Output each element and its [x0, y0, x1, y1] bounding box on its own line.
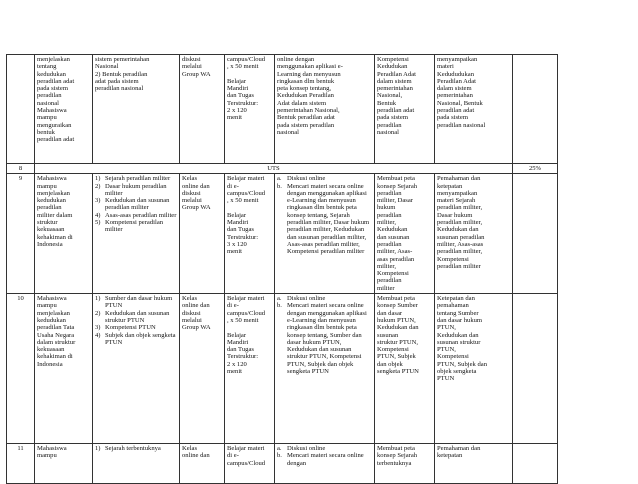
list-text: Sumber dan dasar hukum PTUN — [105, 295, 173, 310]
weight-cell — [513, 294, 558, 444]
assessment_form-cell-line: struktur PTUN, — [377, 338, 419, 346]
activity-cell-line: ringkasan dlm bentuk — [277, 77, 335, 85]
list-marker: 1) — [95, 295, 101, 303]
material-cell-item — [95, 219, 177, 234]
criteria-cell-line: PTUN, — [437, 346, 456, 354]
list-text: Diskusi online — [287, 295, 326, 303]
material-cell-item — [95, 183, 177, 198]
indicator-cell-line: mampu — [37, 302, 57, 310]
list-text: Sejarah peradilan militer — [105, 175, 171, 183]
activity-cell — [275, 174, 375, 294]
method-cell — [180, 294, 225, 444]
list-text: Sejarah terbentuknya — [105, 445, 161, 453]
material-cell-line: Nasional — [95, 63, 119, 71]
activity-cell-line: menggunakan aplikasi e- — [277, 63, 343, 71]
assessment_form-cell-line: Nasional, — [377, 92, 403, 100]
criteria-cell-line: dan dasar hukum — [437, 316, 483, 324]
criteria-cell-line: Peradilan Adat — [437, 77, 477, 85]
time-cell-line — [227, 204, 272, 211]
indicator-cell-line: Mahasiswa — [37, 445, 67, 453]
criteria-cell — [435, 294, 513, 444]
assessment_form-cell-line: terbentuknya — [377, 459, 412, 467]
assessment_form-cell-line: PTUN, Subjek — [377, 353, 416, 361]
list-marker: a. — [277, 295, 282, 303]
list-text: Dasar hukum peradilan militer — [105, 182, 167, 197]
time-cell-line: Mandiri — [227, 219, 249, 227]
assessment_form-cell-line: peradilan — [377, 277, 402, 285]
assessment_form-cell-line: dalam sistem — [377, 77, 412, 85]
criteria-cell-line: Nasional, Bentuk — [437, 99, 483, 107]
indicator-cell-line: peradilan — [37, 92, 62, 100]
method-cell-line: Group WA — [182, 204, 211, 212]
criteria-cell-line: PTUN, — [437, 324, 456, 332]
assessment_form-cell-line: konsep Sejarah — [377, 452, 418, 460]
criteria-cell-line: PTUN, Subjek dan — [437, 360, 488, 368]
list-text: Asas-asas peradilan militer — [105, 211, 177, 219]
activity-cell-item — [277, 452, 372, 467]
criteria-cell-line: PTUN — [437, 375, 455, 383]
assessment_form-cell-line: Kompetensi — [377, 270, 409, 278]
time-cell-line: 2 x 120 — [227, 360, 247, 368]
time-cell-line: Terstruktur: — [227, 99, 259, 107]
method-cell — [180, 444, 225, 484]
assessment_form-cell-line: pada sistem — [377, 114, 408, 122]
criteria-cell-line: ketepatan — [437, 182, 463, 190]
activity-cell — [275, 444, 375, 484]
time-cell-line: di e- — [227, 452, 239, 460]
assessment_form-cell — [375, 444, 435, 484]
indicator-cell-line: peradilan adat — [37, 136, 75, 144]
time-cell-line: Belajar — [227, 77, 247, 85]
indicator-cell-line: Mahasiswa — [37, 107, 67, 115]
time-cell — [225, 444, 275, 484]
indicator-cell-line: peradilan Tata — [37, 324, 75, 332]
criteria-cell-line: peradilan militer — [437, 262, 481, 270]
criteria-cell-line: peradilan militer, — [437, 248, 483, 256]
indicator-cell-line: kedudukan — [37, 316, 66, 324]
assessment_form-cell-line: dan susunan — [377, 233, 410, 241]
assessment_form-cell-line: Membuat peta — [377, 175, 415, 183]
list-marker: b. — [277, 302, 282, 310]
method-cell-line: Group WA — [182, 70, 211, 78]
assessment_form-cell-line: peradilan — [377, 121, 402, 129]
indicator-cell-line: tentang — [37, 63, 57, 71]
activity-cell-line: Kedudukan Peradilan — [277, 92, 334, 100]
indicator-cell-line: menguraikan — [37, 121, 72, 129]
list-marker: 1) — [95, 175, 101, 183]
time-cell-line — [227, 71, 272, 78]
assessment_form-cell-line: Kompetensi — [377, 56, 409, 63]
time-cell — [225, 55, 275, 164]
time-cell-line: Belajar materi — [227, 175, 265, 183]
assessment_form-cell-line: konsep Sejarah — [377, 182, 418, 190]
activity-cell-line: Learning dan menyusun — [277, 70, 341, 78]
assessment_form-cell-line: peradilan — [377, 240, 402, 248]
week-number: 11 — [7, 444, 35, 484]
method-cell-line: Kelas — [182, 445, 198, 453]
method-cell-line: melalui — [182, 63, 202, 71]
table-row — [7, 55, 558, 164]
assessment_form-cell-line: hukum — [377, 204, 396, 212]
criteria-cell-line: peradilan militer, — [437, 204, 483, 212]
assessment_form-cell-line: Bentuk — [377, 99, 397, 107]
indicator-cell-line: kedudukan — [37, 70, 66, 78]
time-cell-line: Mandiri — [227, 85, 249, 93]
material-cell-line: adat pada sistem — [95, 77, 139, 85]
indicator-cell-line: menjelaskan — [37, 189, 70, 197]
indicator-cell-line: kehakiman di — [37, 233, 73, 241]
assessment_form-cell-line: peradilan — [377, 211, 402, 219]
indicator-cell — [35, 174, 93, 294]
criteria-cell-line: Pemahaman dan — [437, 175, 481, 183]
method-cell — [180, 55, 225, 164]
table-row — [7, 164, 558, 174]
criteria-cell-line: susunan struktur — [437, 338, 481, 346]
indicator-cell-line: menjelaskan — [37, 56, 70, 63]
indicator-cell-line: struktur — [37, 219, 58, 227]
time-cell-line: dan Tugas — [227, 346, 254, 354]
criteria-cell-line: peradilan adat — [437, 107, 475, 115]
indicator-cell-line: pada sistem — [37, 85, 68, 93]
material-cell-line: sistem pemerintahan — [95, 56, 150, 63]
table-row — [7, 174, 558, 294]
activity-cell — [275, 55, 375, 164]
assessment_form-cell-line: peradilan — [377, 189, 402, 197]
activity-cell-item — [277, 302, 372, 375]
time-cell-line: campus/Cloud — [227, 459, 266, 467]
material-cell-item — [95, 175, 177, 182]
method-cell-line: Kelas — [182, 175, 198, 183]
assessment_form-cell-line: Membuat peta — [377, 445, 415, 453]
indicator-cell-line: bentuk — [37, 128, 55, 136]
assessment_form-cell-line: militer, — [377, 219, 396, 227]
activity-cell-line: pemerintahan Nasional, — [277, 107, 340, 115]
list-marker: 1) — [95, 445, 101, 453]
list-marker: 5) — [95, 219, 101, 227]
assessment_form-cell-line: peradilan adat — [377, 107, 415, 115]
indicator-cell-line: Usaha Negara — [37, 331, 75, 339]
assessment_form-cell-line: hukum PTUN, — [377, 316, 416, 324]
criteria-cell-line: Pemahaman dan — [437, 445, 481, 453]
assessment_form-cell — [375, 294, 435, 444]
activity-cell-line: Bentuk peradilan adat — [277, 114, 335, 122]
assessment_form-cell-line: militer — [377, 284, 395, 292]
indicator-cell-line: dalam struktur — [37, 338, 76, 346]
assessment_form-cell-line: militer, — [377, 262, 396, 270]
method-cell-line: Group WA — [182, 324, 211, 332]
time-cell-line: Belajar materi — [227, 295, 265, 303]
list-text: Kompetensi PTUN — [105, 324, 156, 332]
method-cell-line: Kelas — [182, 295, 198, 303]
assessment_form-cell-line: dan dasar — [377, 309, 403, 317]
indicator-cell-line: kedudukan — [37, 197, 66, 205]
assessment_form-cell-line: Kedudukan dan — [377, 324, 419, 332]
assessment_form-cell-line: nasional — [377, 128, 399, 136]
material-cell-item — [95, 212, 177, 219]
list-marker: b. — [277, 452, 282, 460]
time-cell-line: Belajar materi — [227, 445, 265, 453]
time-cell-line: Mandiri — [227, 338, 249, 346]
assessment_form-cell-line: asas peradilan — [377, 255, 415, 263]
list-marker: a. — [277, 175, 282, 183]
list-text: Diskusi online — [287, 445, 326, 453]
criteria-cell-line: ketepatan — [437, 452, 463, 460]
indicator-cell-line: Mahasiswa — [37, 295, 67, 303]
criteria-cell-line: menyampaikan — [437, 189, 478, 197]
criteria-cell-line: peradilan nasional — [437, 121, 486, 129]
time-cell-line: 2 x 120 — [227, 107, 247, 115]
activity-cell-line: nasional — [277, 128, 299, 136]
material-cell-item — [95, 332, 177, 347]
material-cell — [93, 294, 180, 444]
table-row — [7, 294, 558, 444]
activity-cell-item — [277, 183, 372, 256]
criteria-cell — [435, 444, 513, 484]
list-text: Subjek dan objek sengketa PTUN — [105, 331, 176, 346]
method-cell-line: online dan — [182, 452, 210, 460]
indicator-cell-line: mampu — [37, 114, 57, 122]
indicator-cell-line: kehakiman di — [37, 353, 73, 361]
criteria-cell-line: susunan peradilan — [437, 233, 485, 241]
time-cell-line: , x 50 menit — [227, 63, 259, 71]
week-number — [7, 55, 35, 164]
indicator-cell-line: militer dalam — [37, 211, 73, 219]
criteria-cell-line: Ketepatan dan — [437, 295, 475, 303]
assessment_form-cell-line: militer, Dasar — [377, 197, 413, 205]
time-cell-line: campus/Cloud — [227, 309, 266, 317]
time-cell-line: dan Tugas — [227, 226, 254, 234]
criteria-cell-line: tentang Sumber — [437, 309, 479, 317]
assessment_form-cell-line: susunan — [377, 331, 399, 339]
criteria-cell-line: materi Sejarah — [437, 197, 476, 205]
list-text: Kompetensi peradilan militer — [105, 219, 164, 234]
assessment_form-cell — [375, 174, 435, 294]
assessment_form-cell-line: dan objek — [377, 360, 403, 368]
time-cell-line: , x 50 menit — [227, 316, 259, 324]
time-cell — [225, 174, 275, 294]
list-text: Kedudukan dan susunan struktur PTUN — [105, 309, 170, 324]
indicator-cell-line: kekuasaan — [37, 346, 65, 354]
criteria-cell-line: Kompetensi — [437, 255, 469, 263]
indicator-cell-line: peradilan adat — [37, 77, 75, 85]
method-cell — [180, 174, 225, 294]
list-marker: a. — [277, 445, 282, 453]
time-cell-line: menit — [227, 368, 243, 376]
assessment_form-cell-line: Peradilan Adat — [377, 70, 417, 78]
assessment_form-cell-line: sengketa PTUN — [377, 368, 419, 376]
indicator-cell-line: mampu — [37, 452, 57, 460]
material-cell-item — [95, 445, 177, 452]
indicator-cell — [35, 294, 93, 444]
criteria-cell — [435, 174, 513, 294]
uts-cell: UTS — [35, 164, 513, 174]
activity-cell-line: peta konsep tentang, — [277, 85, 332, 93]
list-marker: 3) — [95, 197, 101, 205]
indicator-cell — [35, 55, 93, 164]
activity-cell-line: Adat dalam sistem — [277, 99, 327, 107]
assessment_form-cell-line: pemerintahan — [377, 85, 413, 93]
criteria-cell-line: materi — [437, 63, 454, 71]
criteria-cell-line: menyampaikan — [437, 56, 478, 63]
criteria-cell-line: peradilan militer, — [437, 219, 483, 227]
criteria-cell-line: dalam sistem — [437, 85, 472, 93]
weight-cell: 25% — [513, 164, 558, 174]
time-cell — [225, 294, 275, 444]
time-cell-line: di e- — [227, 182, 239, 190]
material-cell-line: peradilan nasional — [95, 85, 144, 93]
assessment_form-cell-line: Kedudukan — [377, 226, 408, 234]
indicator-cell-line: nasional — [37, 99, 59, 107]
time-cell-line: Terstruktur: — [227, 353, 259, 361]
weight-cell — [513, 55, 558, 164]
assessment_form-cell-line: Kompetensi — [377, 346, 409, 354]
time-cell-line: Belajar — [227, 331, 247, 339]
activity-cell-item — [277, 295, 372, 302]
material-cell — [93, 174, 180, 294]
activity-cell-line: pada sistem peradilan — [277, 121, 335, 129]
time-cell-line: menit — [227, 114, 243, 122]
material-cell-line: 2) Bentuk peradilan — [95, 70, 148, 78]
method-cell-line: diskusi — [182, 189, 201, 197]
activity-cell-item — [277, 445, 372, 452]
list-text: Kedudukan dan susunan peradilan militer — [105, 197, 170, 212]
indicator-cell-line: menjelaskan — [37, 309, 70, 317]
list-marker: 4) — [95, 331, 101, 339]
indicator-cell-line: mampu — [37, 182, 57, 190]
indicator-cell-line: Mahasiswa — [37, 175, 67, 183]
activity-cell-item — [277, 175, 372, 182]
indicator-cell-line: Indonesia — [37, 240, 63, 248]
material-cell — [93, 444, 180, 484]
weight-cell — [513, 444, 558, 484]
criteria-cell-line: Kedudukan dan — [437, 331, 479, 339]
method-cell-line: diskusi — [182, 56, 201, 63]
material-cell-item — [95, 324, 177, 331]
time-cell-line: campus/Cloud — [227, 56, 266, 63]
week-number: 10 — [7, 294, 35, 444]
time-cell-line: Terstruktur: — [227, 233, 259, 241]
time-cell-line: menit — [227, 248, 243, 256]
week-number: 9 — [7, 174, 35, 294]
indicator-cell — [35, 444, 93, 484]
list-text: Mencari materi secara online dengan menggunakan aplikasi e-Learning dan menyusun ringkasan dlm bentuk peta konsep tentang, Sumber dan dasar hukum PTUN, Kedudukan dan susunan struktur PTUN, Kompetensi PTUN, Subjek dan objek sengketa PTUN — [287, 302, 367, 376]
assessment_form-cell-line: konsep Sumber — [377, 302, 418, 310]
method-cell-line: melalui — [182, 316, 202, 324]
list-marker: b. — [277, 182, 282, 190]
list-text: Diskusi online — [287, 175, 326, 183]
method-cell-line: melalui — [182, 197, 202, 205]
method-cell-line: online dan — [182, 302, 210, 310]
weight-cell — [513, 174, 558, 294]
list-text: Mencari materi secara online dengan — [287, 452, 364, 467]
time-cell-line — [227, 324, 272, 331]
method-cell-line: diskusi — [182, 309, 201, 317]
week-number: 8 — [7, 164, 35, 174]
criteria-cell-line: pada sistem — [437, 114, 468, 122]
list-marker: 3) — [95, 324, 101, 332]
time-cell-line: di e- — [227, 302, 239, 310]
assessment_form-cell-line: Membuat peta — [377, 295, 415, 303]
time-cell-line: 3 x 120 — [227, 240, 247, 248]
criteria-cell — [435, 55, 513, 164]
assessment_form-cell — [375, 55, 435, 164]
table-row — [7, 444, 558, 484]
indicator-cell-line: peradilan — [37, 204, 62, 212]
material-cell-item — [95, 295, 177, 310]
time-cell-line: dan Tugas — [227, 92, 254, 100]
criteria-cell-line: Dasar hukum — [437, 211, 473, 219]
criteria-cell-line: pemerintahan — [437, 92, 473, 100]
list-marker: 4) — [95, 211, 101, 219]
material-cell-item — [95, 197, 177, 212]
material-cell — [93, 55, 180, 164]
list-text: Mencari materi secara online dengan menggunakan aplikasi e-Learning dan menyusun ringkasan dlm bentuk peta konsep tentang, Sejarah peradilan militer, Dasar hukum peradilan militer, Kedudukan dan susunan peradilan militer, Asas-asas peradilan militer, Kompetensi peradilan militer — [287, 182, 370, 256]
activity-cell-line: online dengan — [277, 56, 315, 63]
time-cell-line: campus/Cloud — [227, 189, 266, 197]
criteria-cell-line: Kedududukan — [437, 70, 474, 78]
list-marker: 2) — [95, 309, 101, 317]
list-marker: 2) — [95, 182, 101, 190]
assessment_form-cell-line: militer, Asas- — [377, 248, 413, 256]
method-cell-line: online dan — [182, 182, 210, 190]
indicator-cell-line: kekuasaan — [37, 226, 65, 234]
activity-cell — [275, 294, 375, 444]
criteria-cell-line: objek sengketa — [437, 368, 477, 376]
criteria-cell-line: Kompetensi — [437, 353, 469, 361]
indicator-cell-line: Indonesia — [37, 360, 63, 368]
material-cell-item — [95, 310, 177, 325]
criteria-cell-line: militer, Asas-asas — [437, 240, 484, 248]
assessment_form-cell-line: Kedudukan — [377, 63, 408, 71]
time-cell-line: , x 50 menit — [227, 197, 259, 205]
time-cell-line: Belajar — [227, 211, 247, 219]
criteria-cell-line: Kedudukan dan — [437, 226, 479, 234]
lesson-plan-table — [6, 54, 558, 484]
criteria-cell-line: pemahaman — [437, 302, 469, 310]
